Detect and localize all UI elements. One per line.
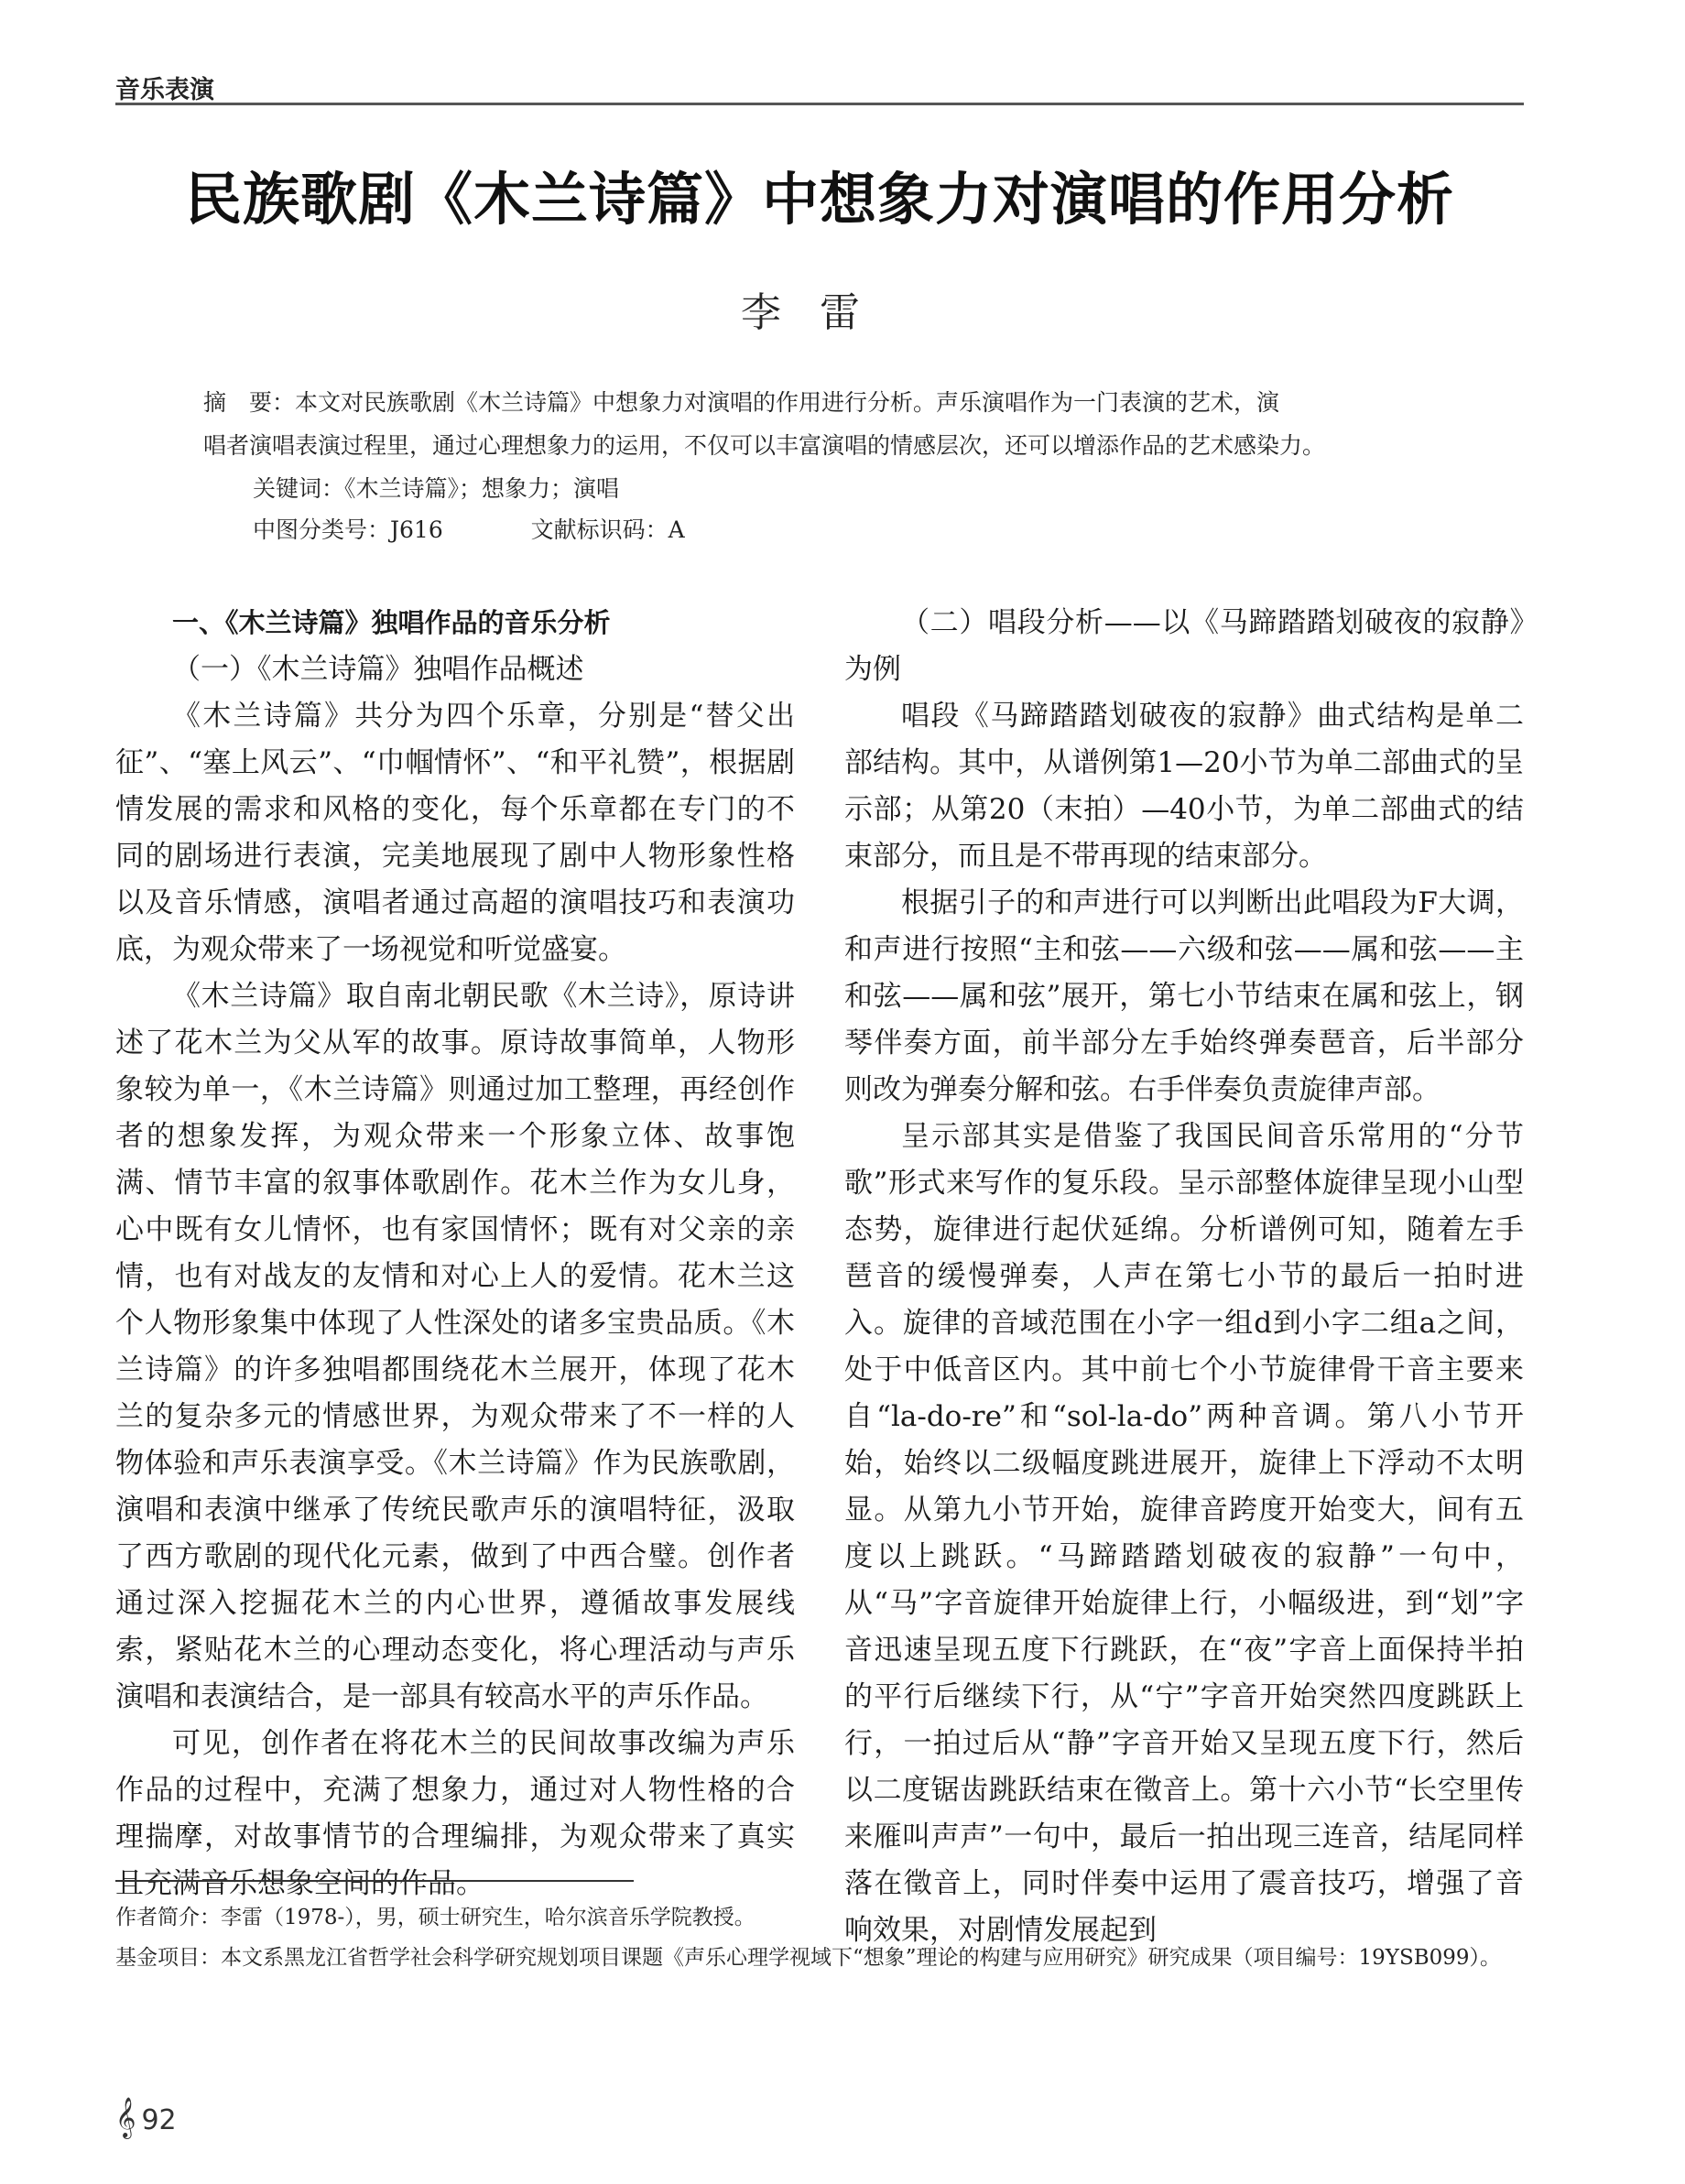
subsection-heading-1-2: （二）唱段分析——以《马蹄踏踏划破夜的寂静》为例 [844, 606, 1524, 686]
footnote-divider [115, 1880, 634, 1882]
keywords: 关键词：《木兰诗篇》；想象力；演唱 [253, 475, 620, 502]
page-footer [115, 2097, 177, 2138]
document-code: 文献标识码：A [530, 516, 685, 543]
right-column [844, 600, 1524, 1954]
fund-footnote: 基金项目：本文系黑龙江省哲学社会科学研究规划项目课题《声乐心理学视域下“想象”理论的构建与应用研究》研究成果（项目编号：19YSB099）。 [115, 1946, 1502, 1970]
header-divider [115, 103, 1524, 105]
abstract-line-2: 唱者演唱表演过程里，通过心理想象力的运用，不仅可以丰富演唱的情感层次，还可以增添作品的艺术感染力。 [203, 432, 1326, 459]
classification-line [253, 512, 1535, 545]
paragraph: 《木兰诗篇》取自南北朝民歌《木兰诗》，原诗讲述了花木兰为父从军的故事。原诗故事简单，人物形象较为单一，《木兰诗篇》则通过加工整理，再经创作者的想象发挥，为观众带来一个形象立体、故事饱满、情节丰富的叙事体歌剧作。花木兰作为女儿身，心中既有女儿情怀，也有家国情怀；既有对父亲的亲情，也有对战友的友情和对心上人的爱情。花木兰这个人物形象集中体现了人性深处的诸多宝贵品质。《木兰诗篇》的许多独唱都围绕花木兰展开，体现了花木兰的复杂多元的情感世界，为观众带来了不一样的人物体验和声乐表演享受。《木兰诗篇》作为民族歌剧，演唱和表演中继承了传统民歌声乐的演唱特征，汲取了西方歌剧的现代化元素，做到了中西合璧。创作者通过深入挖掘花木兰的内心世界，遵循故事发展线索，紧贴花木兰的心理动态变化，将心理活动与声乐演唱和表演结合，是一部具有较高水平的声乐作品。 [115, 980, 795, 1713]
paragraph: 呈示部其实是借鉴了我国民间音乐常用的“分节歌”形式来写作的复乐段。呈示部整体旋律呈现小山型态势，旋律进行起伏延绵。分析谱例可知，随着左手琶音的缓慢弹奏，人声在第七小节的最后一拍时进入。旋律的音域范围在小字一组d到小字二组a之间，处于中低音区内。其中前七个小节旋律骨干音主要来自“la-do-re”和“sol-la-do”两种音调。第八小节开始，始终以二级幅度跳进展开，旋律上下浮动不太明显。从第九小节开始，旋律音跨度开始变大，间有五度以上跳跃。“马蹄踏踏划破夜的寂静”一句中，从“马”字音旋律开始旋律上行，小幅级进，到“划”字音迅速呈现五度下行跳跃，在“夜”字音上面保持半拍的平行后继续下行，从“宁”字音开始突然四度跳跃上行，一拍过后从“静”字音开始又呈现五度下行，然后以二度锯齿跳跃结束在徵音上。第十六小节“长空里传来雁叫声声”一句中，最后一拍出现三连音，结尾同样落在徵音上，同时伴奏中运用了震音技巧，增强了音响效果，对剧情发展起到 [844, 1120, 1524, 1947]
page-number: 92 [141, 2104, 177, 2136]
paragraph: 唱段《马蹄踏踏划破夜的寂静》曲式结构是单二部结构。其中，从谱例第1—20小节为单二部曲式的呈示部；从第20（末拍）—40小节，为单二部曲式的结束部分，而且是不带再现的结束部分。 [844, 700, 1524, 873]
left-column [115, 600, 795, 1907]
treble-clef-icon: 𝄞 [115, 2097, 136, 2137]
clc-number: 中图分类号：J616 [253, 516, 443, 543]
paragraph: 《木兰诗篇》共分为四个乐章，分别是“替父出征”、“塞上风云”、“巾帼情怀”、“和平礼赞”，根据剧情发展的需求和风格的变化，每个乐章都在专门的不同的剧场进行表演，完美地展现了剧中人物形象性格以及音乐情感，演唱者通过高超的演唱技巧和表演功底，为观众带来了一场视觉和听觉盛宴。 [115, 700, 795, 966]
paragraph: 根据引子的和声进行可以判断出此唱段为F大调，和声进行按照“主和弦——六级和弦——属和弦——主和弦——属和弦”展开，第七小节结束在属和弦上，钢琴伴奏方面，前半部分左手始终弹奏琶音，后半部分则改为弹奏分解和弦。右手伴奏负责旋律声部。 [844, 886, 1524, 1106]
section-heading-1: 一、《木兰诗篇》独唱作品的音乐分析 [172, 607, 611, 638]
author-bio-footnote: 作者简介：李雷（1978-），男，硕士研究生，哈尔滨音乐学院教授。 [115, 1906, 756, 1929]
abstract-line-1: 摘 要：本文对民族歌剧《木兰诗篇》中想象力对演唱的作用进行分析。声乐演唱作为一门表演的艺术，演 [203, 389, 1280, 416]
article-title: 民族歌剧《木兰诗篇》中想象力对演唱的作用分析 [184, 166, 1454, 233]
article-author: 李雷 [741, 289, 898, 336]
paragraph: 可见，创作者在将花木兰的民间故事改编为声乐作品的过程中，充满了想象力，通过对人物性格的合理揣摩，对故事情节的合理编排，为观众带来了真实且充满音乐想象空间的作品。 [115, 1727, 795, 1900]
subsection-heading-1-1: （一）《木兰诗篇》独唱作品概述 [172, 653, 584, 686]
journal-section-label: 音乐表演 [115, 76, 214, 104]
